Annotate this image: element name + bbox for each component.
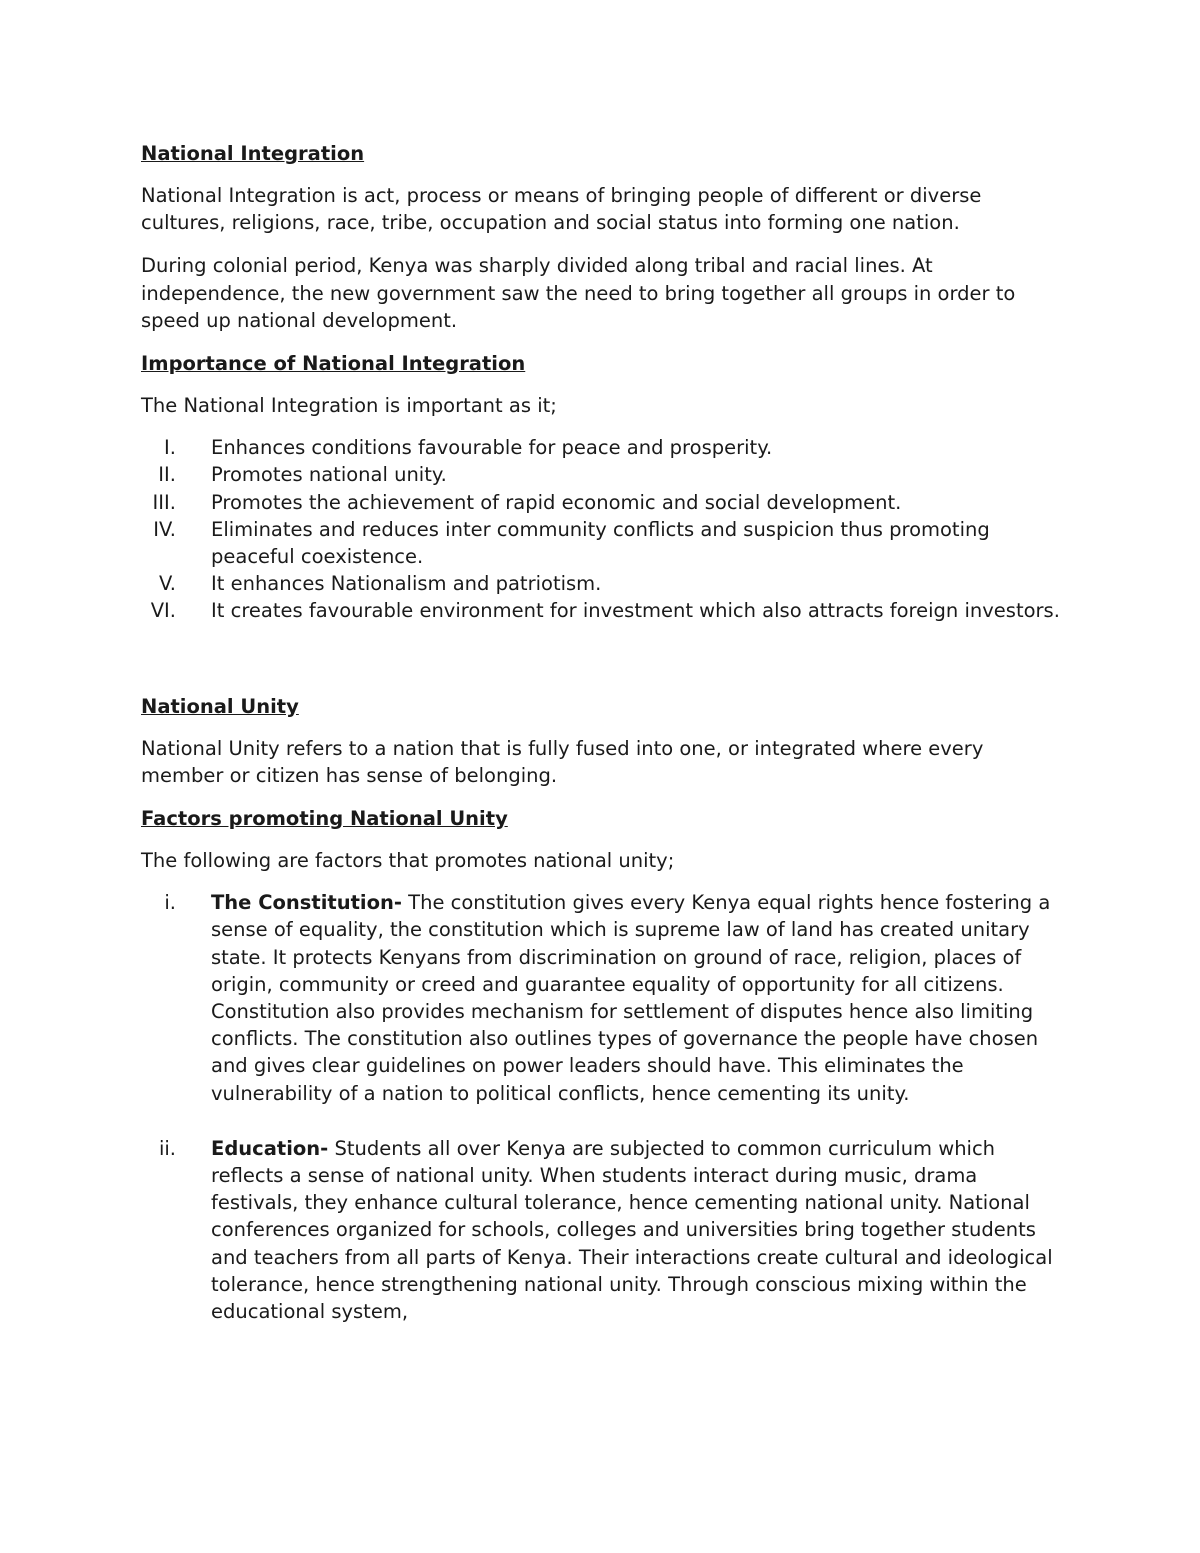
list-item [141,889,1061,1107]
list-item-text: Enhances conditions favourable for peace and prosperity. [211,436,773,460]
list-marker: I. [164,436,176,460]
list-marker: V. [158,572,176,596]
list-item [141,1135,1061,1325]
list-item [141,516,1061,570]
factors-heading: Factors promoting National Unity [141,807,508,831]
list-item-text: It creates favourable environment for investment which also attracts foreign investors. [211,599,1060,623]
list-item-text: Promotes the achievement of rapid economic and social development. [211,490,902,514]
importance-heading: Importance of National Integration [141,352,526,376]
list-item-text: Eliminates and reduces inter community conflicts and suspicion thus promoting peaceful coexistence. [211,517,990,569]
list-item [141,597,1061,624]
list-marker: II. [158,463,176,487]
list-item [141,489,1061,516]
list-marker: i. [164,891,176,915]
list-marker: III. [152,490,176,514]
list-item-text: Promotes national unity. [211,463,447,487]
list-marker: VI. [150,599,176,623]
factor-text: Students all over Kenya are subjected to common curriculum which reflects a sense of national unity. When students interact during music, drama festivals, they enhance cultural tolerance, hence cementing national unity. National conferences organized for schools, colleges and universities bring together students and teachers from all parts of Kenya. Their interactions create cultural and ideological tolerance, hence strengthening national unity. Through conscious mixing within the educational system, [211,1136,1053,1324]
importance-list [141,434,1061,624]
importance-intro: The National Integration is important as it; [141,394,557,418]
list-marker: ii. [158,1136,176,1160]
list-item [141,461,1061,488]
integration-history: During colonial period, Kenya was sharply divided along tribal and racial lines. At independence, the new government saw the need to bring together all groups in order to speed up national development. [141,254,1016,332]
list-item [141,434,1061,461]
list-item-text: It enhances Nationalism and patriotism. [211,572,602,596]
list-marker: IV. [153,517,176,541]
national-unity-heading: National Unity [141,694,299,718]
document-page [141,140,1061,1325]
national-integration-heading: National Integration [141,142,365,165]
list-item [141,570,1061,597]
integration-definition: National Integration is act, process or means of bringing people of different or diverse cultures, religions, race, tribe, occupation and social status into forming one nation. [141,184,982,235]
list-spacer [141,1107,1061,1135]
factor-title: Education- [211,1136,329,1160]
factors-intro: The following are factors that promotes national unity; [141,849,675,873]
factor-title: The Constitution- [211,891,402,915]
factors-list [141,889,1061,1325]
unity-definition: National Unity refers to a nation that is fully fused into one, or integrated where every member or citizen has sense of belonging. [141,736,984,787]
factor-text: The constitution gives every Kenya equal rights hence fostering a sense of equality, the constitution which is supreme law of land has created unitary state. It protects Kenyans from discrimination on ground of race, religion, places of origin, community or creed and guarantee equality of opportunity for all citizens. Constitution also provides mechanism for settlement of disputes hence also limiting conflicts. The constitution also outlines types of governance the people have chosen and gives clear guidelines on power leaders should have. This eliminates the vulnerability of a nation to political conflicts, hence cementing its unity. [211,891,1051,1105]
